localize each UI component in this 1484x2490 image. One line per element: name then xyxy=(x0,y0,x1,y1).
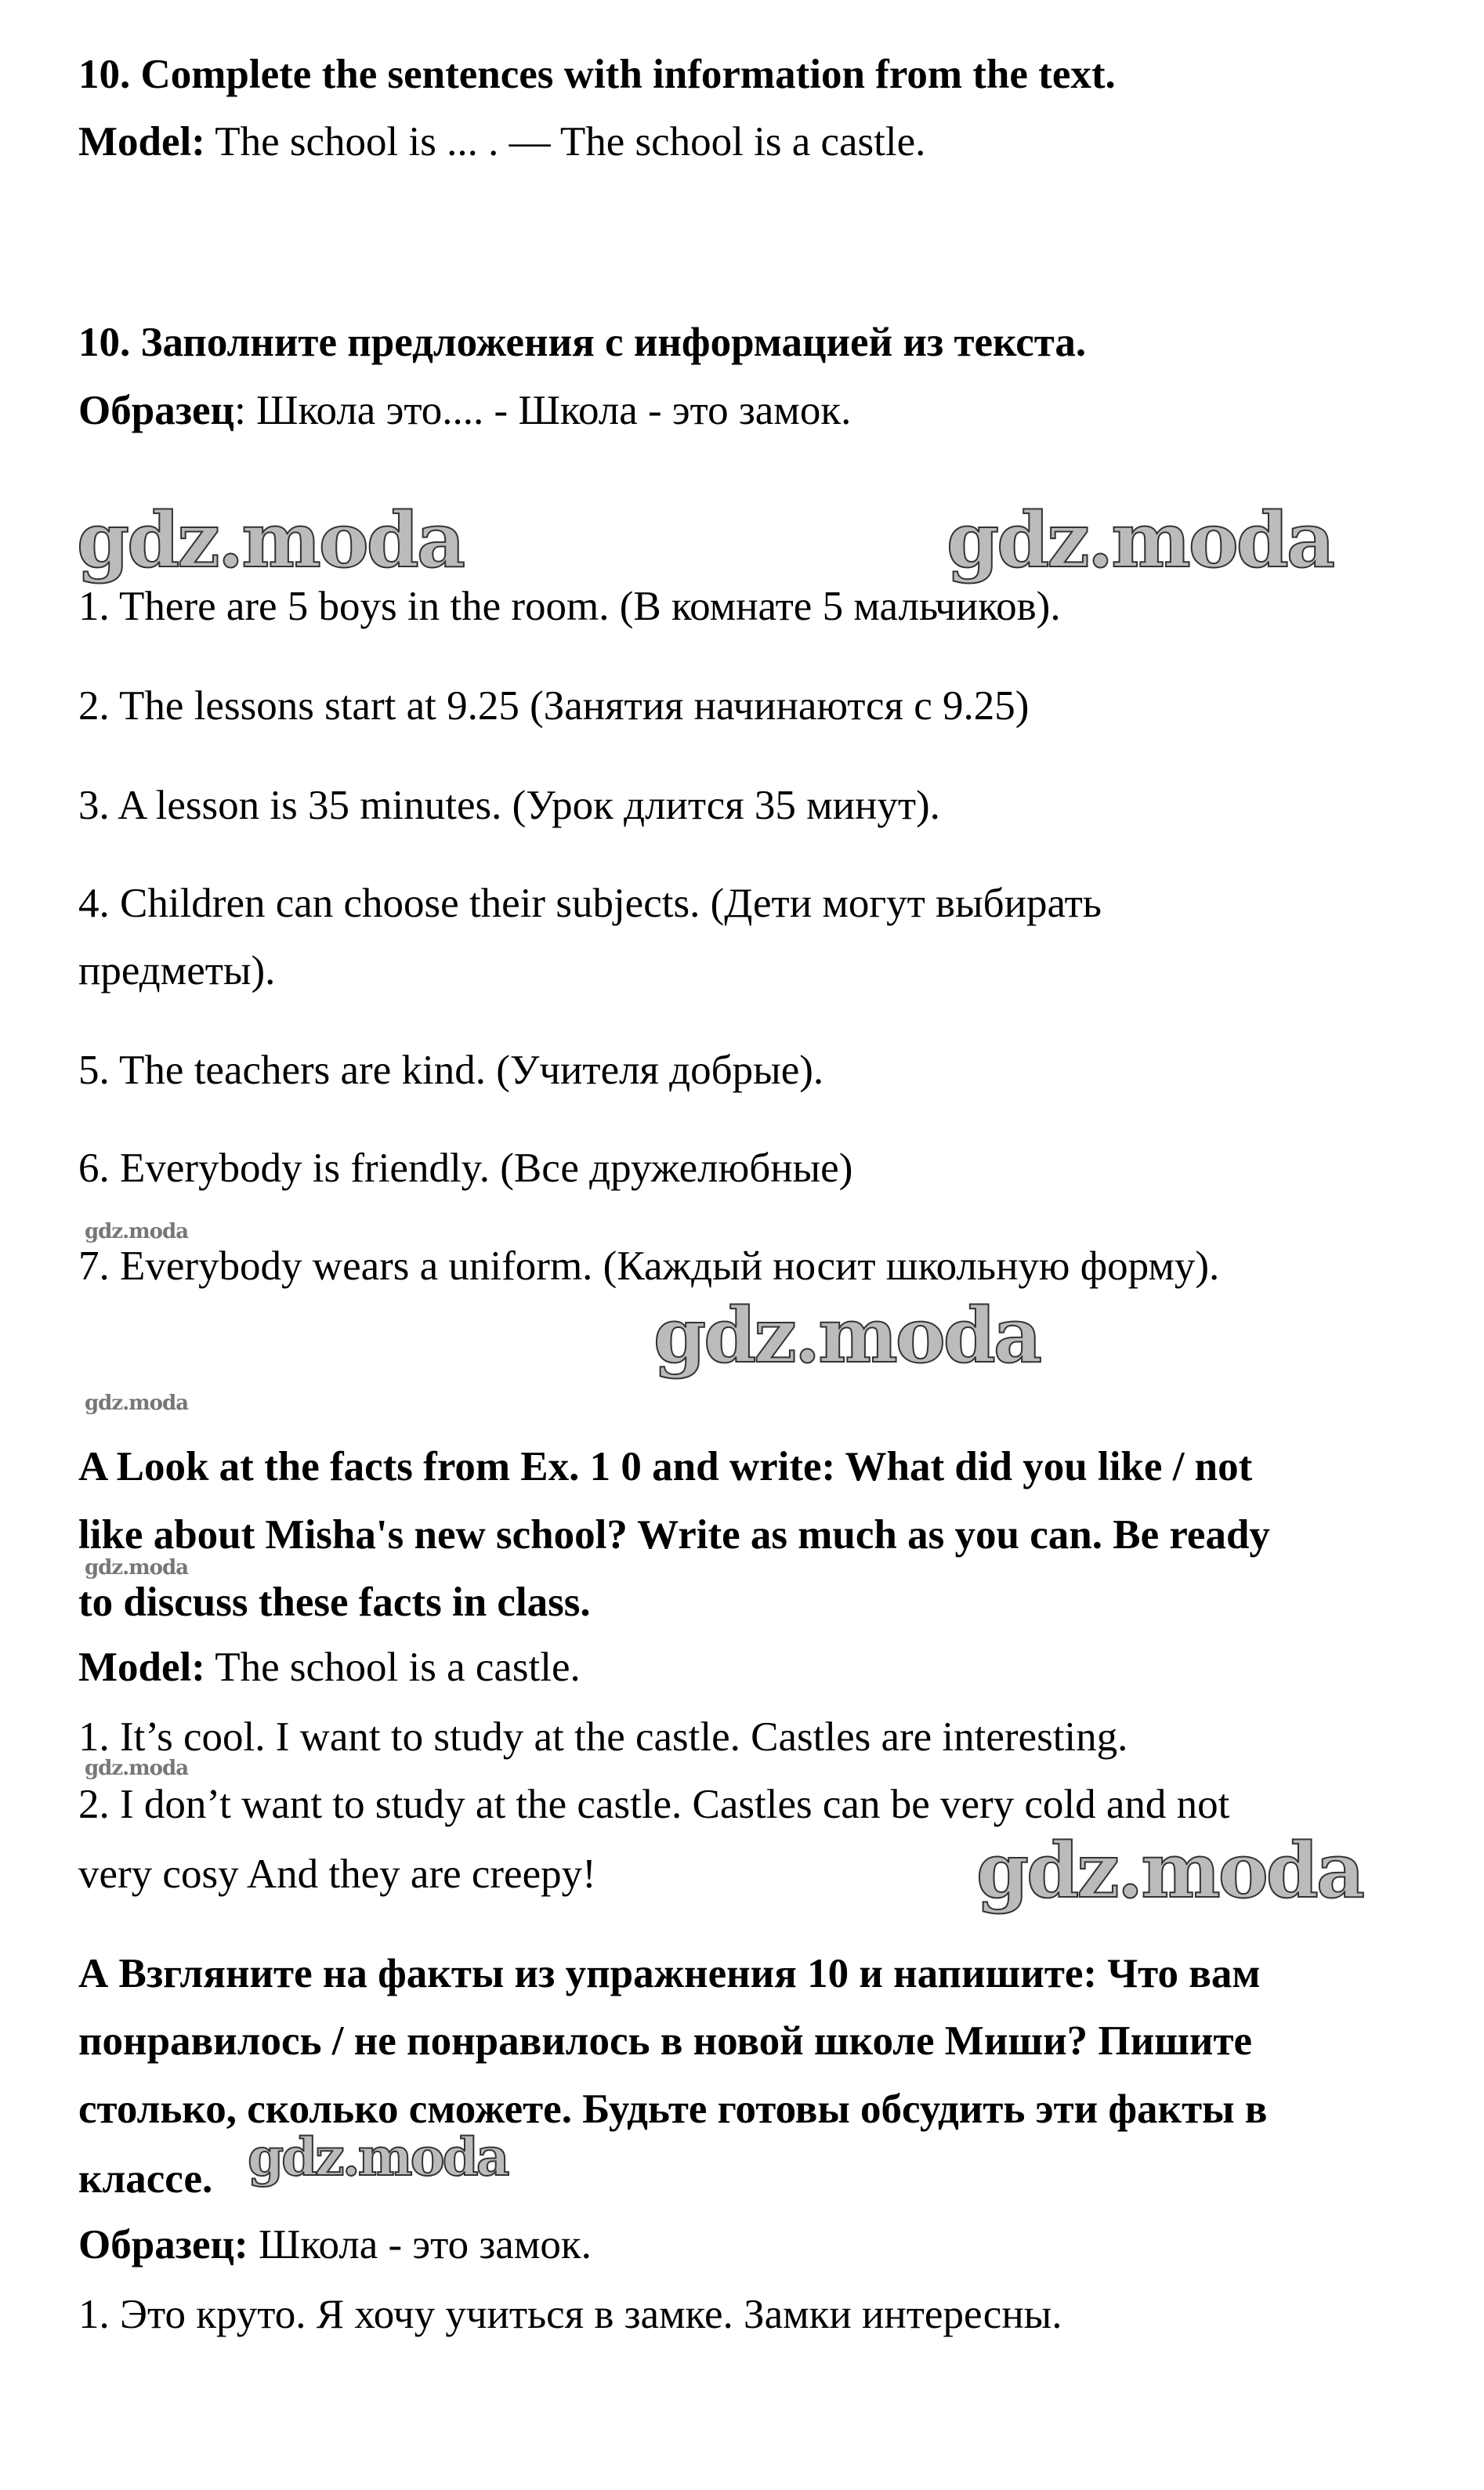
task-title-en: 10. Complete the sentences with information from the text. xyxy=(78,52,1116,97)
task-a-title-en: to discuss these facts in class. xyxy=(78,1580,591,1625)
answer-item: 1. It’s cool. I want to study at the castle. Castles are interesting. xyxy=(78,1714,1128,1760)
answer-item: 7. Everybody wears a uniform. (Каждый носит школьную форму). xyxy=(78,1243,1220,1289)
watermark: gdz.moda xyxy=(77,496,464,584)
task-title-ru: 10. Заполните предложения с информацией из текста. xyxy=(78,320,1087,365)
answer-item: 1. Это круто. Я хочу учиться в замке. Замки интересны. xyxy=(78,2292,1062,2337)
task-a-title-ru: А Взгляните на факты из упражнения 10 и напишите: Что вам xyxy=(78,1951,1261,1996)
watermark: gdz.moda xyxy=(85,1220,189,1243)
model-text: : Школа это.... - Школа - это замок. xyxy=(234,388,852,433)
answer-item: very cosy And they are creepy! xyxy=(78,1851,596,1897)
model-text: The school is ... . — The school is a castle. xyxy=(205,119,926,165)
answer-item: 6. Everybody is friendly. (Все дружелюбные) xyxy=(78,1145,853,1191)
task-a-title-ru: столько, сколько сможете. Будьте готовы обсудить эти факты в xyxy=(78,2086,1268,2132)
watermark: gdz.moda xyxy=(85,1392,189,1415)
task-a-title-ru: классе. xyxy=(78,2156,213,2202)
answer-item: 2. I don’t want to study at the castle. Castles can be very cold and not xyxy=(78,1782,1230,1827)
task-a-title-en: A Look at the facts from Ex. 1 0 and write: What did you like / not xyxy=(78,1444,1253,1489)
watermark: gdz.moda xyxy=(248,2126,508,2188)
model-text: Школа - это замок. xyxy=(248,2222,592,2267)
task-a-title-ru: понравилось / не понравилось в новой школе Миши? Пишите xyxy=(78,2018,1253,2064)
watermark: gdz.moda xyxy=(653,1291,1041,1380)
task-a-title-en: like about Misha's new school? Write as much as you can. Be ready xyxy=(78,1512,1270,1558)
answer-item-continued: предметы). xyxy=(78,948,276,993)
model-line-ru-a xyxy=(78,2221,592,2268)
model-line-en-a xyxy=(78,1644,581,1691)
watermark: gdz.moda xyxy=(85,1556,189,1580)
model-line-ru xyxy=(78,387,851,434)
watermark: gdz.moda xyxy=(85,1757,189,1780)
watermark: gdz.moda xyxy=(976,1826,1363,1915)
model-label: Образец xyxy=(78,388,235,433)
model-text: The school is a castle. xyxy=(205,1645,581,1690)
answer-item: 2. The lessons start at 9.25 (Занятия начинаются с 9.25) xyxy=(78,683,1030,729)
model-line-en xyxy=(78,118,925,165)
model-label: Образец: xyxy=(78,2222,248,2267)
watermark: gdz.moda xyxy=(947,496,1334,584)
answer-item: 3. A lesson is 35 minutes. (Урок длится 35 минут). xyxy=(78,783,940,828)
answer-item: 4. Children can choose their subjects. (Дети могут выбирать xyxy=(78,881,1102,926)
answer-item: 1. There are 5 boys in the room. (В комнате 5 мальчиков). xyxy=(78,584,1061,629)
model-label: Model: xyxy=(78,119,205,165)
model-label: Model: xyxy=(78,1645,205,1690)
answer-item: 5. The teachers are kind. (Учителя добрые). xyxy=(78,1048,824,1093)
